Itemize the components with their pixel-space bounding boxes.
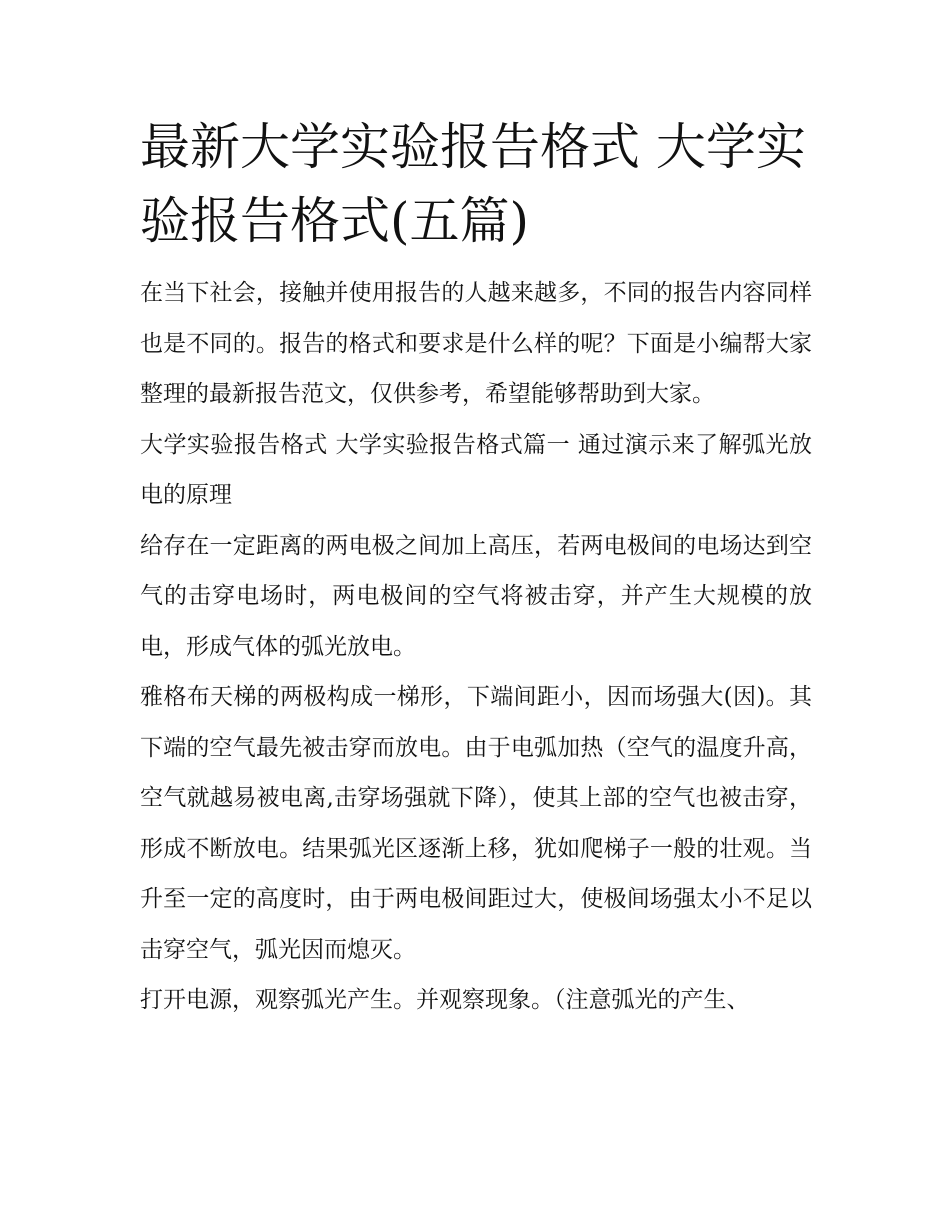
document-body	[140, 110, 812, 1026]
jacob-ladder-paragraph: 雅格布天梯的两极构成一梯形，下端间距小，因而场强大(因)。其下端的空气最先被击穿而放电。由于电弧加热（空气的温度升高，空气就越易被电离,击穿场强就下降），使其上部的空气也被击穿，形成不断放电。结果弧光区逐渐上移，犹如爬梯子一般的壮观。当升至一定的高度时，由于两电极间距过大，使极间场强太小不足以击穿空气，弧光因而熄灭。	[140, 684, 812, 963]
section-heading-paragraph: 大学实验报告格式 大学实验报告格式篇一 通过演示来了解弧光放电的原理	[140, 431, 812, 508]
document-title: 最新大学实验报告格式 大学实验报告格式(五篇)	[140, 118, 806, 250]
intro-paragraph: 在当下社会，接触并使用报告的人越来越多，不同的报告内容同样也是不同的。报告的格式和要求是什么样的呢？下面是小编帮大家整理的最新报告范文，仅供参考，希望能够帮助到大家。	[140, 280, 812, 407]
principle-paragraph: 给存在一定距离的两电极之间加上高压，若两电极间的电场达到空气的击穿电场时，两电极间的空气将被击穿，并产生大规模的放电，形成气体的弧光放电。	[140, 532, 812, 660]
procedure-paragraph: 打开电源，观察弧光产生。并观察现象。（注意弧光的产生、	[140, 987, 750, 1013]
